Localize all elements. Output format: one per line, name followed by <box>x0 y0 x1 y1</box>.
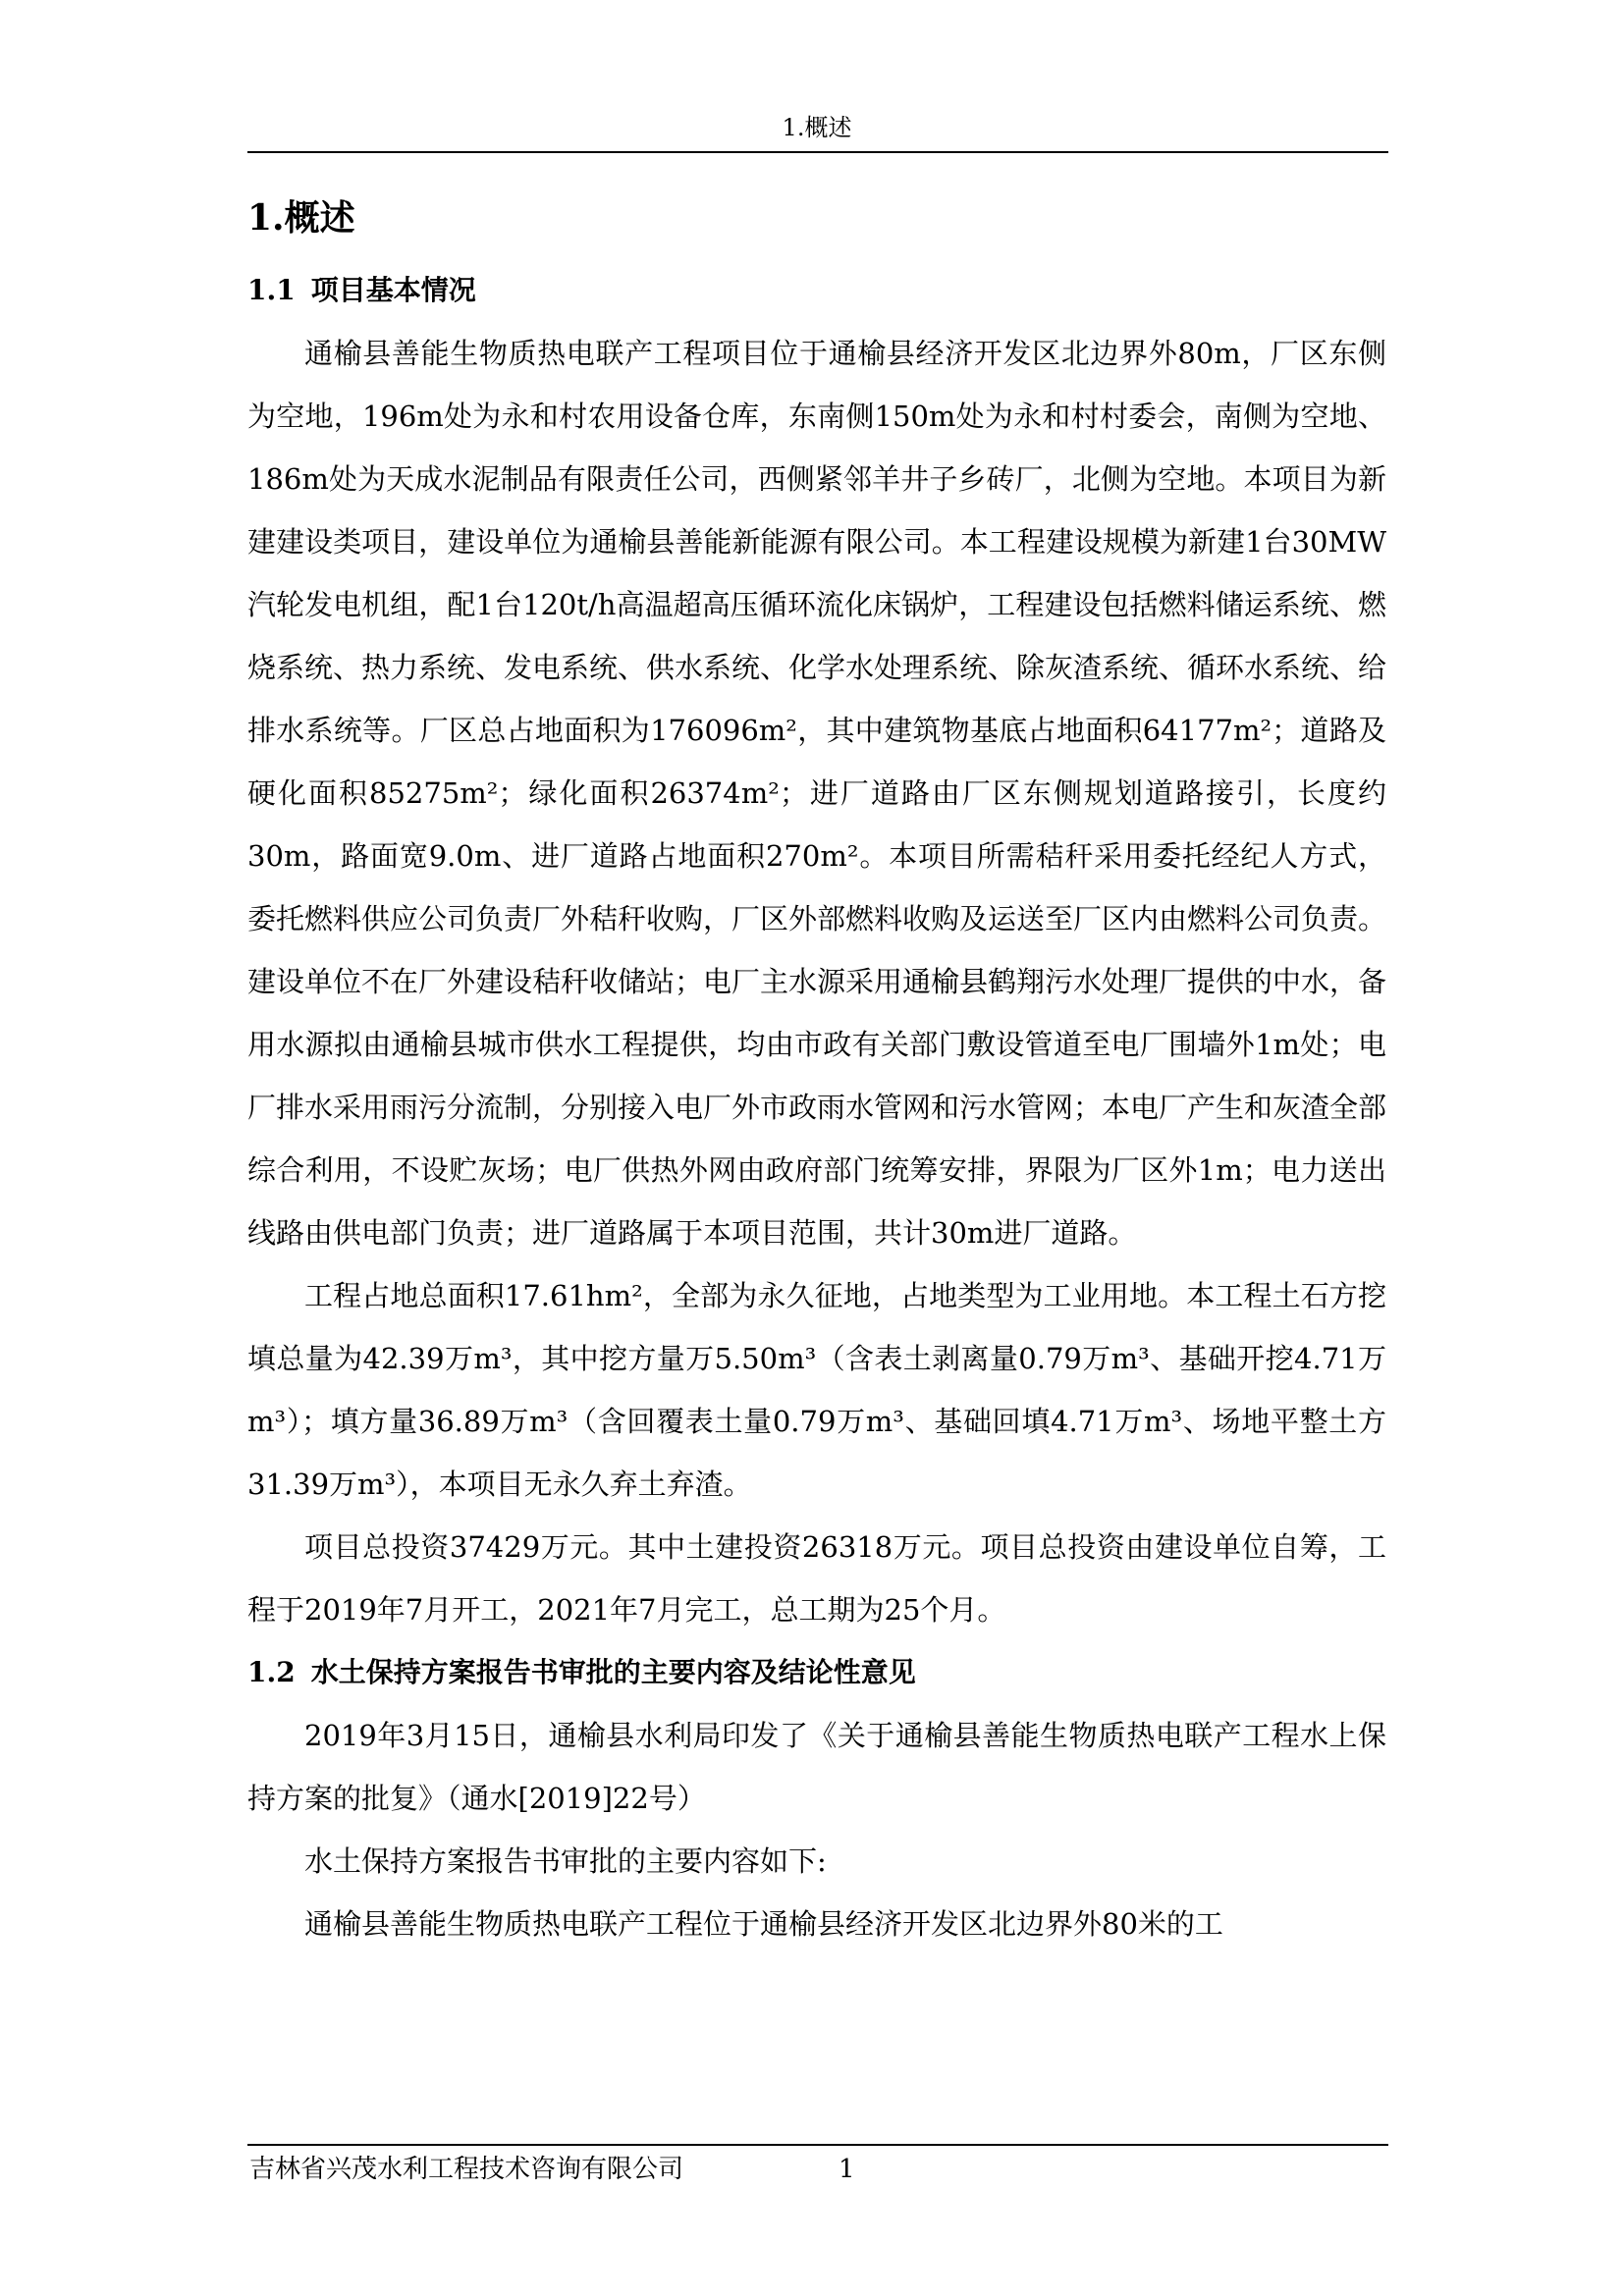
header-rule <box>247 151 1388 153</box>
paragraph-approval-intro: 水土保持方案报告书审批的主要内容如下: <box>304 1844 827 1878</box>
page-content <box>247 187 1386 1955</box>
paragraph-approval-content: 通榆县善能生物质热电联产工程位于通榆县经济开发区北边界外80米的工 <box>304 1907 1223 1941</box>
subsection-1-2-heading <box>247 1641 1386 1704</box>
footer-company: 吉林省兴茂水利工程技术咨询有限公司 <box>249 2155 684 2184</box>
footer-rule <box>247 2144 1388 2146</box>
paragraph-land-earthwork: 工程占地总面积17.61hm²，全部为永久征地，占地类型为工业用地。本工程土石方挖填总量为42.39万m³，其中挖方量万5.50m³（含表土剥离量0.79万m³、基础开挖4.71万m³）；填方量36.89万m³（含回覆表土量0.79万m³、基础回填4.71万m³、场地平整土方31.39万m³），本项目无永久弃土弃渣。 <box>247 1279 1386 1501</box>
paragraph-investment: 项目总投资37429万元。其中土建投资26318万元。项目总投资由建设单位自筹，工程于2019年7月开工，2021年7月完工，总工期为25个月。 <box>247 1530 1386 1627</box>
paragraph-project-location: 通榆县善能生物质热电联产工程项目位于通榆县经济开发区北边界外80m，厂区东侧为空地，196m处为永和村农用设备仓库，东南侧150m处为永和村村委会，南侧为空地、186m处为天成水泥制品有限责任公司，西侧紧邻羊井子乡砖厂，北侧为空地。本项目为新建建设类项目，建设单位为通榆县善能新能源有限公司。本工程建设规模为新建1台30MW汽轮发电机组，配1台120t/h高温超高压循环流化床锅炉，工程建设包括燃料储运系统、燃烧系统、热力系统、发电系统、供水系统、化学水处理系统、除灰渣系统、循环水系统、给排水系统等。厂区总占地面积为176096m²，其中建筑物基底占地面积64177m²；道路及硬化面积85275m²；绿化面积26374m²；进厂道路由厂区东侧规划道路接引，长度约30m，路面宽9.0m、进厂道路占地面积270m²。本项目所需秸秆采用委托经纪人方式，委托燃料供应公司负责厂外秸秆收购，厂区外部燃料收购及运送至厂区内由燃料公司负责。建设单位不在厂外建设秸秆收储站；电厂主水源采用通榆县鹤翔污水处理厂提供的中水，备用水源拟由通榆县城市供水工程提供，均由市政有关部门敷设管道至电厂围墙外1m处；电厂排水采用雨污分流制，分别接入电厂外市政雨水管网和污水管网；本电厂产生和灰渣全部综合利用，不设贮灰场；电厂供热外网由政府部门统筹安排，界限为厂区外1m；电力送出线路由供电部门负责；进厂道路属于本项目范围，共计30m进厂道路。 <box>247 337 1387 1250</box>
subsection-title: 项目基本情况 <box>310 274 476 306</box>
section-title: 1.概述 <box>247 197 355 239</box>
paragraph-approval: 2019年3月15日，通榆县水利局印发了《关于通榆县善能生物质热电联产工程水上保持方案的批复》（通水[2019]22号） <box>247 1719 1386 1815</box>
subsection-1-1-heading <box>247 259 1386 322</box>
subsection-number: 1.1 <box>247 274 296 306</box>
subsection-number: 1.2 <box>247 1656 296 1688</box>
running-header: 1.概述 <box>782 114 852 141</box>
page-number: 1 <box>839 2155 855 2184</box>
subsection-title: 水土保持方案报告书审批的主要内容及结论性意见 <box>310 1656 916 1688</box>
